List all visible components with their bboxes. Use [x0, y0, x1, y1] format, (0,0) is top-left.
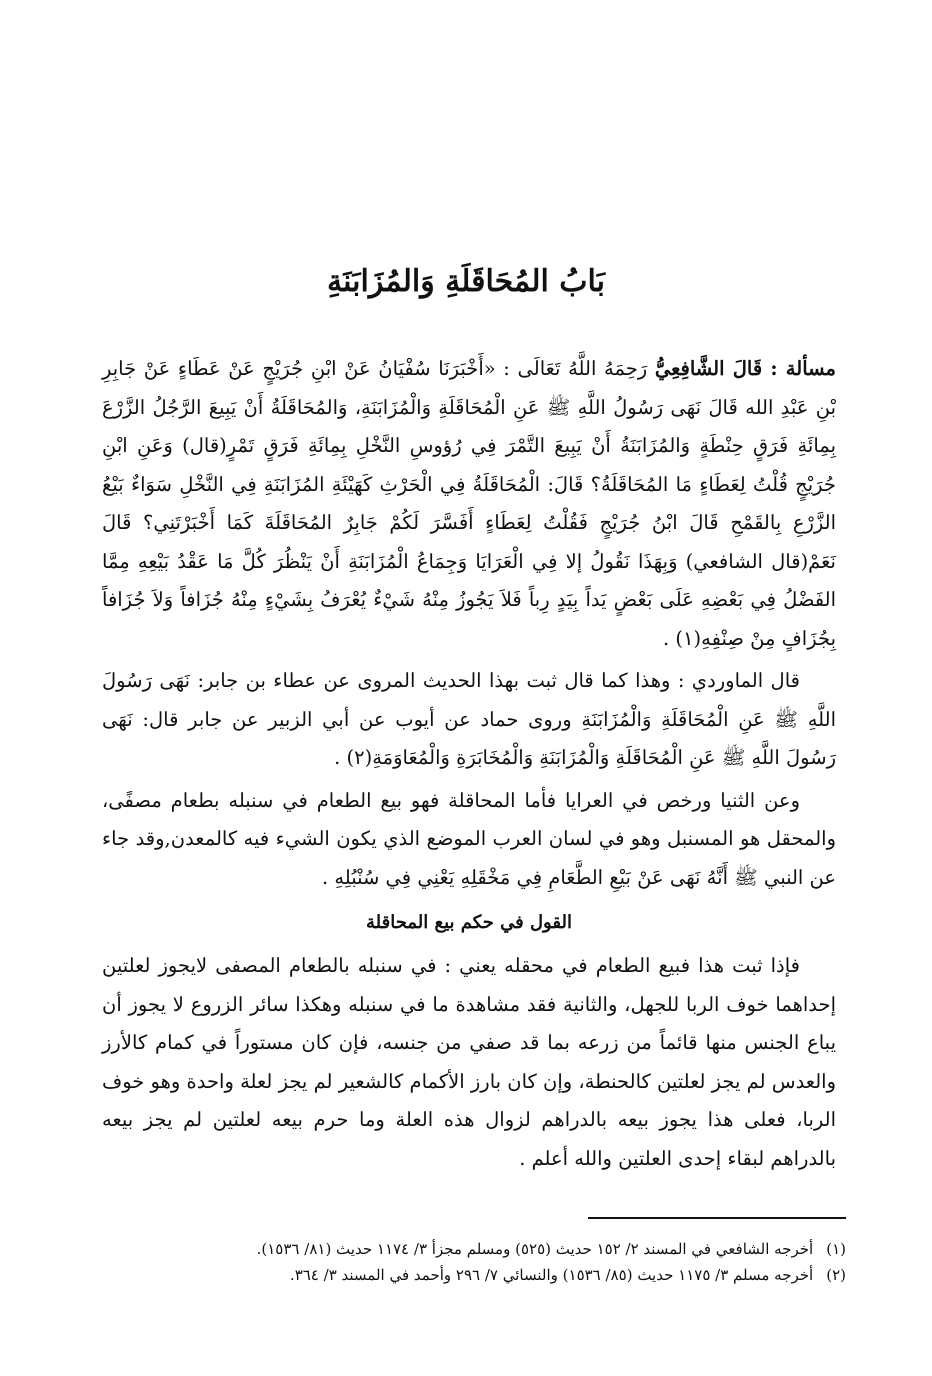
footnotes [100, 1236, 846, 1288]
chapter-title: بَابُ المُحَاقَلَةِ وَالمُزَابَنَةِ [327, 264, 605, 299]
main-text [102, 350, 836, 1178]
footnote-2 [100, 1262, 846, 1288]
footnote-number: (١) [826, 1240, 846, 1258]
masala-paragraph [102, 350, 836, 658]
footnote-1 [100, 1236, 846, 1262]
masala-text: رَحِمَهُ اللَّهُ تَعَالَى : «أَخْبَرَنَا سُفْيَانُ عَنْ ابْنِ جُرَيْجٍ عَنْ عَطَاءٍ عَنْ جَابِرِ بْنِ عَبْدِ الله قَالَ نَهَى رَسُولُ اللَّهِ ﷺ عَنِ الْمُحَاقَلَةِ وَالْمُزَابَنَةِ، وَالمُحَاقَلَةُ أَنْ يَبِيعَ الرَّجُلُ الزَّرْعَ بِمِائَةِ فَرَقٍ حِنْطَةٍ وَالمُزَابَنَةُ أَنْ يَبِيعَ التَّمْرَ فِي رُؤوسِ النَّخْلِ بِمِائَةِ فَرَقٍ تَمْرٍ(قال) وَعَنِ ابْنِ جُرَيْجٍ قُلْتُ لِعَطَاءٍ مَا المُحَاقَلَةُ؟ قَالَ: الْمُحَاقَلَةُ فِي الْحَرْثِ كَهَيْئَةِ المُزَابَنَةِ فِي النَّخْلِ سَوَاءٌ بَيْعُ الزَّرْعِ بِالقَمْحِ قَالَ ابْنُ جُرَيْجٍ فَقُلْتُ لِعَطَاءٍ أَفَسَّرَ لَكُمْ جَابِرٌ المُحَاقَلَةَ كَمَا أَخْبَرْتَنِي؟ قَالَ نَعَمْ(قال الشافعي) وَبِهَذَا نَقُولُ إلا فِي الْعَرَايَا وَجِمَاعُ الْمُزَابَنَةِ أَنْ يَنْظُرَ كُلَّ مَا عَقْدُ بَيْعِهِ مِمَّا الفَضْلُ فِي بَعْضِهِ عَلَى بَعْضٍ يَداً بِيَدٍ رِباً فَلاَ يَجُوزُ مِنْهُ شَيْءٌ يُعْرَفُ بِشَيْءٍ مِنْهُ جُزَافاً وَلاَ جُزَافاً بِجُزَافٍ مِنْ صِنْفِهِ(١) . [102, 357, 836, 650]
mawardi-paragraph: قال الماوردي : وهذا كما قال ثبت بهذا الحديث المروى عن عطاء بن جابر: نَهَى رَسُولَ اللَّهِ ﷺ عَنِ الْمُحَاقَلَةِ وَالْمُزَابَنَةِ وروى حماد عن أيوب عن أبي الزبير عن جابر قال: نَهَى رَسُولَ اللَّهِ ﷺ عَنِ الْمُحَاقَلَةِ وَالْمُزَابَنَةِ وَالْمُخَابَرَةِ وَالْمُعَاوَمَةِ(٢) . [102, 669, 836, 769]
footnote-text: أخرجه الشافعي في المسند ٢/ ١٥٢ حديث (٥٢٥) ومسلم مجزأ ٣/ ١١٧٤ حديث (٨١/ ١٥٣٦). [256, 1240, 814, 1258]
footnote-number: (٢) [826, 1266, 846, 1284]
footnote-divider [588, 1217, 846, 1219]
thanya-paragraph: وعن الثنيا ورخص في العرايا فأما المحاقلة فهو بيع الطعام في سنبله بطعام مصفًى، والمحقل هو المسنبل وهو في لسان العرب الموضع الذي يكون الشيء فيه كالمعدن,وقد جاء عن النبي ﷺ أَنَّهُ نَهَى عَنْ بَيْعِ الطَّعَامِ فِي مَخْقَلِهِ يَعْنِي فِي سُنْبُلِهِ . [102, 788, 836, 889]
masala-lead: مسألة : قَالَ الشَّافِعِيُّ [654, 357, 836, 380]
section-heading: القول في حكم بيع المحاقلة [366, 912, 572, 933]
ruling-paragraph: فإذا ثبت هذا فبيع الطعام في محقله يعني : في سنبله بالطعام المصفى لايجوز لعلتين إحداهما خوف الربا للجهل، والثانية فقد مشاهدة ما في سنبله وهكذا سائر الزروع لا يجوز أن يباع الجنس منها قائماً من زرعه بما قد صفي من جنسه، فإن كان مستوراً في كمام كالأرز والعدس لم يجز لعلتين كالحنطة، وإن كان بارز الأكمام كالشعير لم يجز لعلة واحدة وهو خوف الربا، فعلى هذا يجوز بيعه بالدراهم لزوال هذه العلة وما حرم بيعه لعلتين لم يجز بيعه بالدراهم لبقاء إحدى العلتين والله أعلم . [102, 954, 836, 1170]
footnote-text: أخرجه مسلم ٣/ ١١٧٥ حديث (٨٥/ ١٥٣٦) والنسائي ٧/ ٢٩٦ وأحمد في المسند ٣/ ٣٦٤. [289, 1266, 814, 1284]
